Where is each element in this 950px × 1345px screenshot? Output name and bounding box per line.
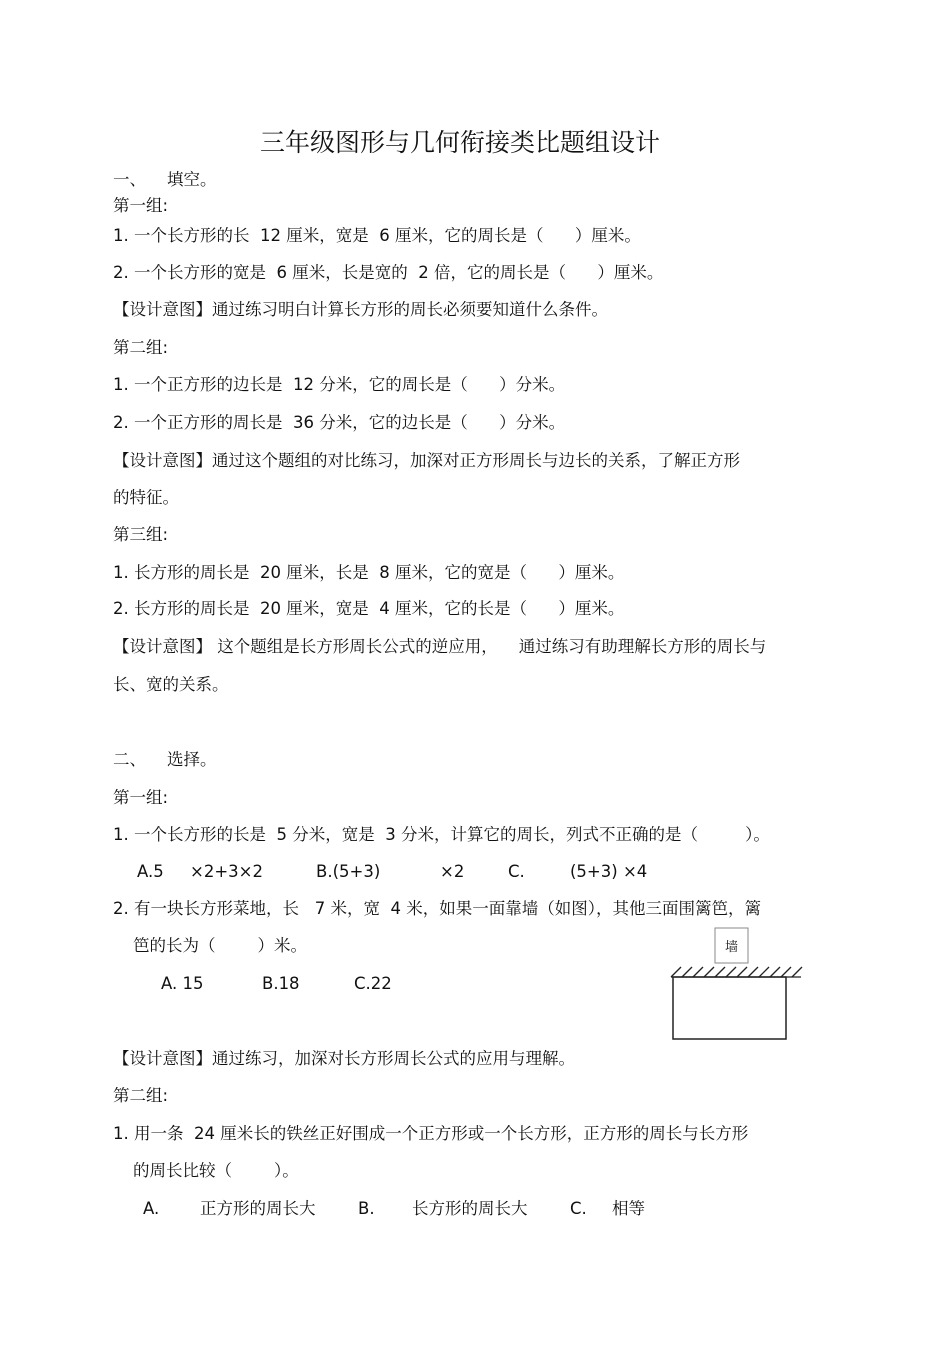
option-a: A.5: [137, 862, 164, 881]
option-a: A. 15: [161, 974, 204, 993]
option-b: B.18: [262, 974, 300, 993]
wall-label: 墙: [724, 940, 739, 955]
question-line-cont: 笆的长为（ ）米。: [133, 936, 307, 955]
garden-wall-figure: [665, 925, 810, 1045]
wall-hatching: [671, 967, 802, 977]
question-line-cont: 的周长比较（ ）。: [133, 1161, 299, 1180]
question-line: 1. 一个长方形的长是 5 分米，宽是 3 分米，计算它的周长，列式不正确的是（ ）。: [113, 825, 770, 844]
option-c-text: 相等: [612, 1199, 645, 1218]
vegetable-plot-rect: [673, 977, 786, 1039]
option-b-expr: ×2: [440, 862, 465, 881]
question-line: 1. 长方形的周长是 20 厘米，长是 8 厘米，它的宽是（ ）厘米。: [113, 563, 625, 582]
group-label: 第一组:: [113, 788, 169, 807]
option-b: B.(5+3): [316, 862, 381, 881]
group-label: 第三组:: [113, 525, 169, 544]
design-intent-cont: 长、宽的关系。: [113, 675, 229, 694]
question-line: 1. 一个正方形的边长是 12 分米，它的周长是（ ）分米。: [113, 375, 566, 394]
option-a: A.: [143, 1199, 160, 1218]
question-line: 1. 一个长方形的长 12 厘米，宽是 6 厘米，它的周长是（ ）厘米。: [113, 226, 641, 245]
design-intent: 【设计意图】通过练习，加深对长方形周长公式的应用与理解。: [113, 1049, 575, 1068]
option-b: B.: [358, 1199, 375, 1218]
option-c: C.: [570, 1199, 587, 1218]
design-intent-cont: 的特征。: [113, 488, 179, 507]
option-b-text: 长方形的周长大: [412, 1199, 528, 1218]
question-line: 2. 有一块长方形菜地，长 7 米，宽 4 米，如果一面靠墙（如图），其他三面围篱笆，篱: [113, 899, 761, 918]
question-line: 2. 长方形的周长是 20 厘米，宽是 4 厘米，它的长是（ ）厘米。: [113, 599, 625, 618]
section-heading-choice: 二、 选择。: [113, 750, 217, 769]
option-c-expr: (5+3) ×4: [570, 862, 648, 881]
design-intent: 【设计意图】通过练习明白计算长方形的周长必须要知道什么条件。: [113, 300, 608, 319]
option-a-expr: ×2+3×2: [190, 862, 263, 881]
design-intent: 【设计意图】 这个题组是长方形周长公式的逆应用， 通过练习有助理解长方形的周长与: [113, 637, 767, 656]
option-c: C.: [508, 862, 525, 881]
option-c: C.22: [354, 974, 392, 993]
page-title: 三年级图形与几何衔接类比题组设计: [259, 128, 660, 157]
question-line: 1. 用一条 24 厘米长的铁丝正好围成一个正方形或一个长方形，正方形的周长与长方形: [113, 1124, 749, 1143]
group-label: 第一组:: [113, 196, 169, 215]
question-line: 2. 一个正方形的周长是 36 分米，它的边长是（ ）分米。: [113, 413, 566, 432]
design-intent: 【设计意图】通过这个题组的对比练习，加深对正方形周长与边长的关系，了解正方形: [113, 451, 740, 470]
question-line: 2. 一个长方形的宽是 6 厘米，长是宽的 2 倍，它的周长是（ ）厘米。: [113, 263, 664, 282]
group-label: 第二组:: [113, 338, 169, 357]
option-a-text: 正方形的周长大: [200, 1199, 316, 1218]
section-heading-fill: 一、 填空。: [113, 170, 217, 189]
group-label: 第二组:: [113, 1086, 169, 1105]
